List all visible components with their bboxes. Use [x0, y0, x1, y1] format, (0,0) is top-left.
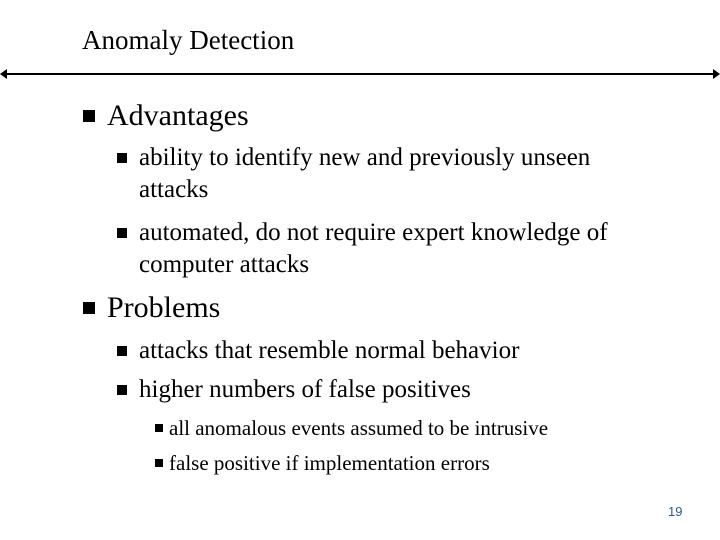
bullet-problem-2: higher numbers of false positives — [139, 376, 471, 403]
rule-right-arrow-icon — [713, 69, 720, 79]
square-bullet-icon — [83, 110, 95, 122]
square-bullet-icon — [117, 385, 127, 395]
bullet-advantage-2-line2: computer attacks — [139, 251, 310, 278]
bullet-advantage-2-line1: automated, do not require expert knowledge of — [139, 219, 608, 246]
square-bullet-icon — [155, 459, 163, 467]
square-bullet-icon — [117, 153, 127, 163]
subbullet-problem-2-1: all anomalous events assumed to be intrusive — [169, 416, 549, 440]
square-bullet-icon — [117, 228, 127, 238]
bullet-advantage-1-line2: attacks — [139, 176, 209, 203]
bullet-advantages: Advantages — [107, 99, 249, 132]
square-bullet-icon — [155, 424, 163, 432]
bullet-advantage-1-line1: ability to identify new and previously unseen — [139, 144, 591, 171]
bullet-problem-1: attacks that resemble normal behavior — [139, 337, 520, 364]
subbullet-problem-2-2: false positive if implementation errors — [169, 451, 490, 475]
square-bullet-icon — [117, 346, 127, 356]
slide-title: Anomaly Detection — [82, 25, 295, 55]
page-number: 19 — [668, 504, 683, 519]
title-divider — [4, 73, 716, 75]
square-bullet-icon — [83, 302, 95, 314]
bullet-problems: Problems — [107, 291, 221, 324]
